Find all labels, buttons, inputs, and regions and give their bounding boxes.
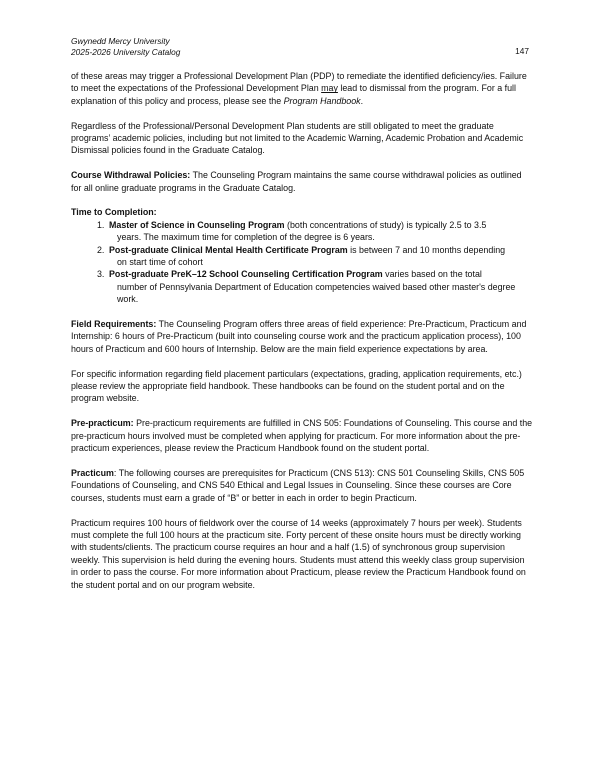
intro-may-underlined: may	[321, 83, 338, 94]
completion-list	[71, 219, 533, 306]
intro-text-1: of these areas may trigger a Professional Development Plan (PDP) to remediate the identified deficiency/ies. Failure to meet the expectations of the Professional Development Plan	[71, 71, 527, 94]
pre-practicum-paragraph	[71, 417, 533, 454]
header-institution: Gwynedd Mercy University	[71, 36, 170, 46]
list-item-number: 2.	[97, 244, 105, 255]
list-item-text: is between 7 and 10 months depending	[347, 244, 506, 255]
withdrawal-label: Course Withdrawal Policies:	[71, 170, 191, 181]
practicum-label: Practicum	[71, 467, 114, 478]
intro-text-2: lead to dismissal from the program. For a full explanation of this policy and process, please see the	[71, 83, 516, 106]
list-item-text-cont: number of Pennsylvania Department of Education competencies waived based other master's degree work.	[117, 281, 516, 305]
list-item	[97, 268, 533, 305]
specific-info-paragraph: For specific information regarding field placement particulars (expectations, grading, application requirements, etc.) please review the appropriate field handbook. These handbooks can be found on the student portal and on the program website.	[71, 368, 522, 404]
practicum-hours-paragraph: Practicum requires 100 hours of fieldwork over the course of 14 weeks (approximately 7 hours per week). Students must complete the full 100 hours at the practicum site. Forty percent of these onsite hours must be directly working with students/clients. The practicum course requires an hour and a half (1.5) of synchronous group supervision weekly. This supervision is held during the evening hours. Students must attend this weekly class group supervision in order to pass the course. For more information about Practicum, please review the Practicum Handbook found on the student portal and on our program website.	[71, 517, 526, 590]
page-header	[71, 36, 531, 57]
list-item-text: varies based on the total	[382, 269, 482, 280]
pre-practicum-text: Pre-practicum requirements are fulfilled in CNS 505: Foundations of Counseling. This course and the pre-practicum hours involved must be completed when applying for practicum. For more information about the pre-practicum experiences, please review the Practicum Handbook found on the student portal.	[71, 418, 533, 454]
intro-end: .	[360, 95, 364, 106]
practicum-text: : The following courses are prerequisites for Practicum (CNS 513): CNS 501 Counseling Skills, CNS 505 Foundations of Counseling, and CNS 540 Ethical and Legal Issues in Counseling. Since these courses are Core courses, students must earn a grade of “B” or better in each in order to begin Practicum.	[71, 467, 525, 503]
list-item-text-cont: on start time of cohort	[117, 257, 203, 268]
header-catalog-title: 2025-2026 University Catalog	[71, 46, 181, 57]
pre-practicum-label: Pre-practicum:	[71, 418, 134, 429]
list-item-number: 1.	[97, 219, 105, 230]
page-number: 147	[515, 46, 529, 56]
withdrawal-text: The Counseling Program maintains the same course withdrawal policies as outlined for all online graduate programs in the Graduate Catalog.	[71, 170, 522, 193]
list-item	[97, 244, 533, 269]
intro-paragraph	[71, 70, 533, 107]
list-item-text: (both concentrations of study) is typically 2.5 to 3.5	[284, 219, 487, 230]
list-item-text-cont: years. The maximum time for completion of the degree is 6 years.	[117, 232, 375, 243]
obligation-paragraph: Regardless of the Professional/Personal Development Plan students are still obligated to meet the graduate programs’ academic policies, including but not limited to the Academic Warning, Academic Probation and Academic Dismissal policies found in the Graduate Catalog.	[71, 120, 524, 156]
field-requirements-paragraph	[71, 318, 533, 355]
list-item-program: Post-graduate PreK–12 School Counseling Certification Program	[109, 269, 383, 280]
completion-heading: Time to Completion:	[71, 207, 157, 218]
list-item	[97, 219, 533, 244]
withdrawal-paragraph	[71, 169, 533, 194]
list-item-number: 3.	[97, 269, 105, 280]
list-item-program: Master of Science in Counseling Program	[109, 219, 285, 230]
page-body	[71, 70, 533, 603]
field-requirements-label: Field Requirements:	[71, 319, 157, 330]
program-handbook-reference: Program Handbook	[283, 95, 361, 106]
practicum-paragraph	[71, 467, 533, 504]
field-requirements-text: The Counseling Program offers three areas of field experience: Pre-Practicum, Practicum and Internship: 6 hours of Pre-Practicum (built into counseling course work and the practicum application process), 100 hours of Practicum and 600 hours of Internship. Below are the main field experience expectations by area.	[71, 319, 527, 354]
list-item-program: Post-graduate Clinical Mental Health Certificate Program	[109, 244, 348, 255]
